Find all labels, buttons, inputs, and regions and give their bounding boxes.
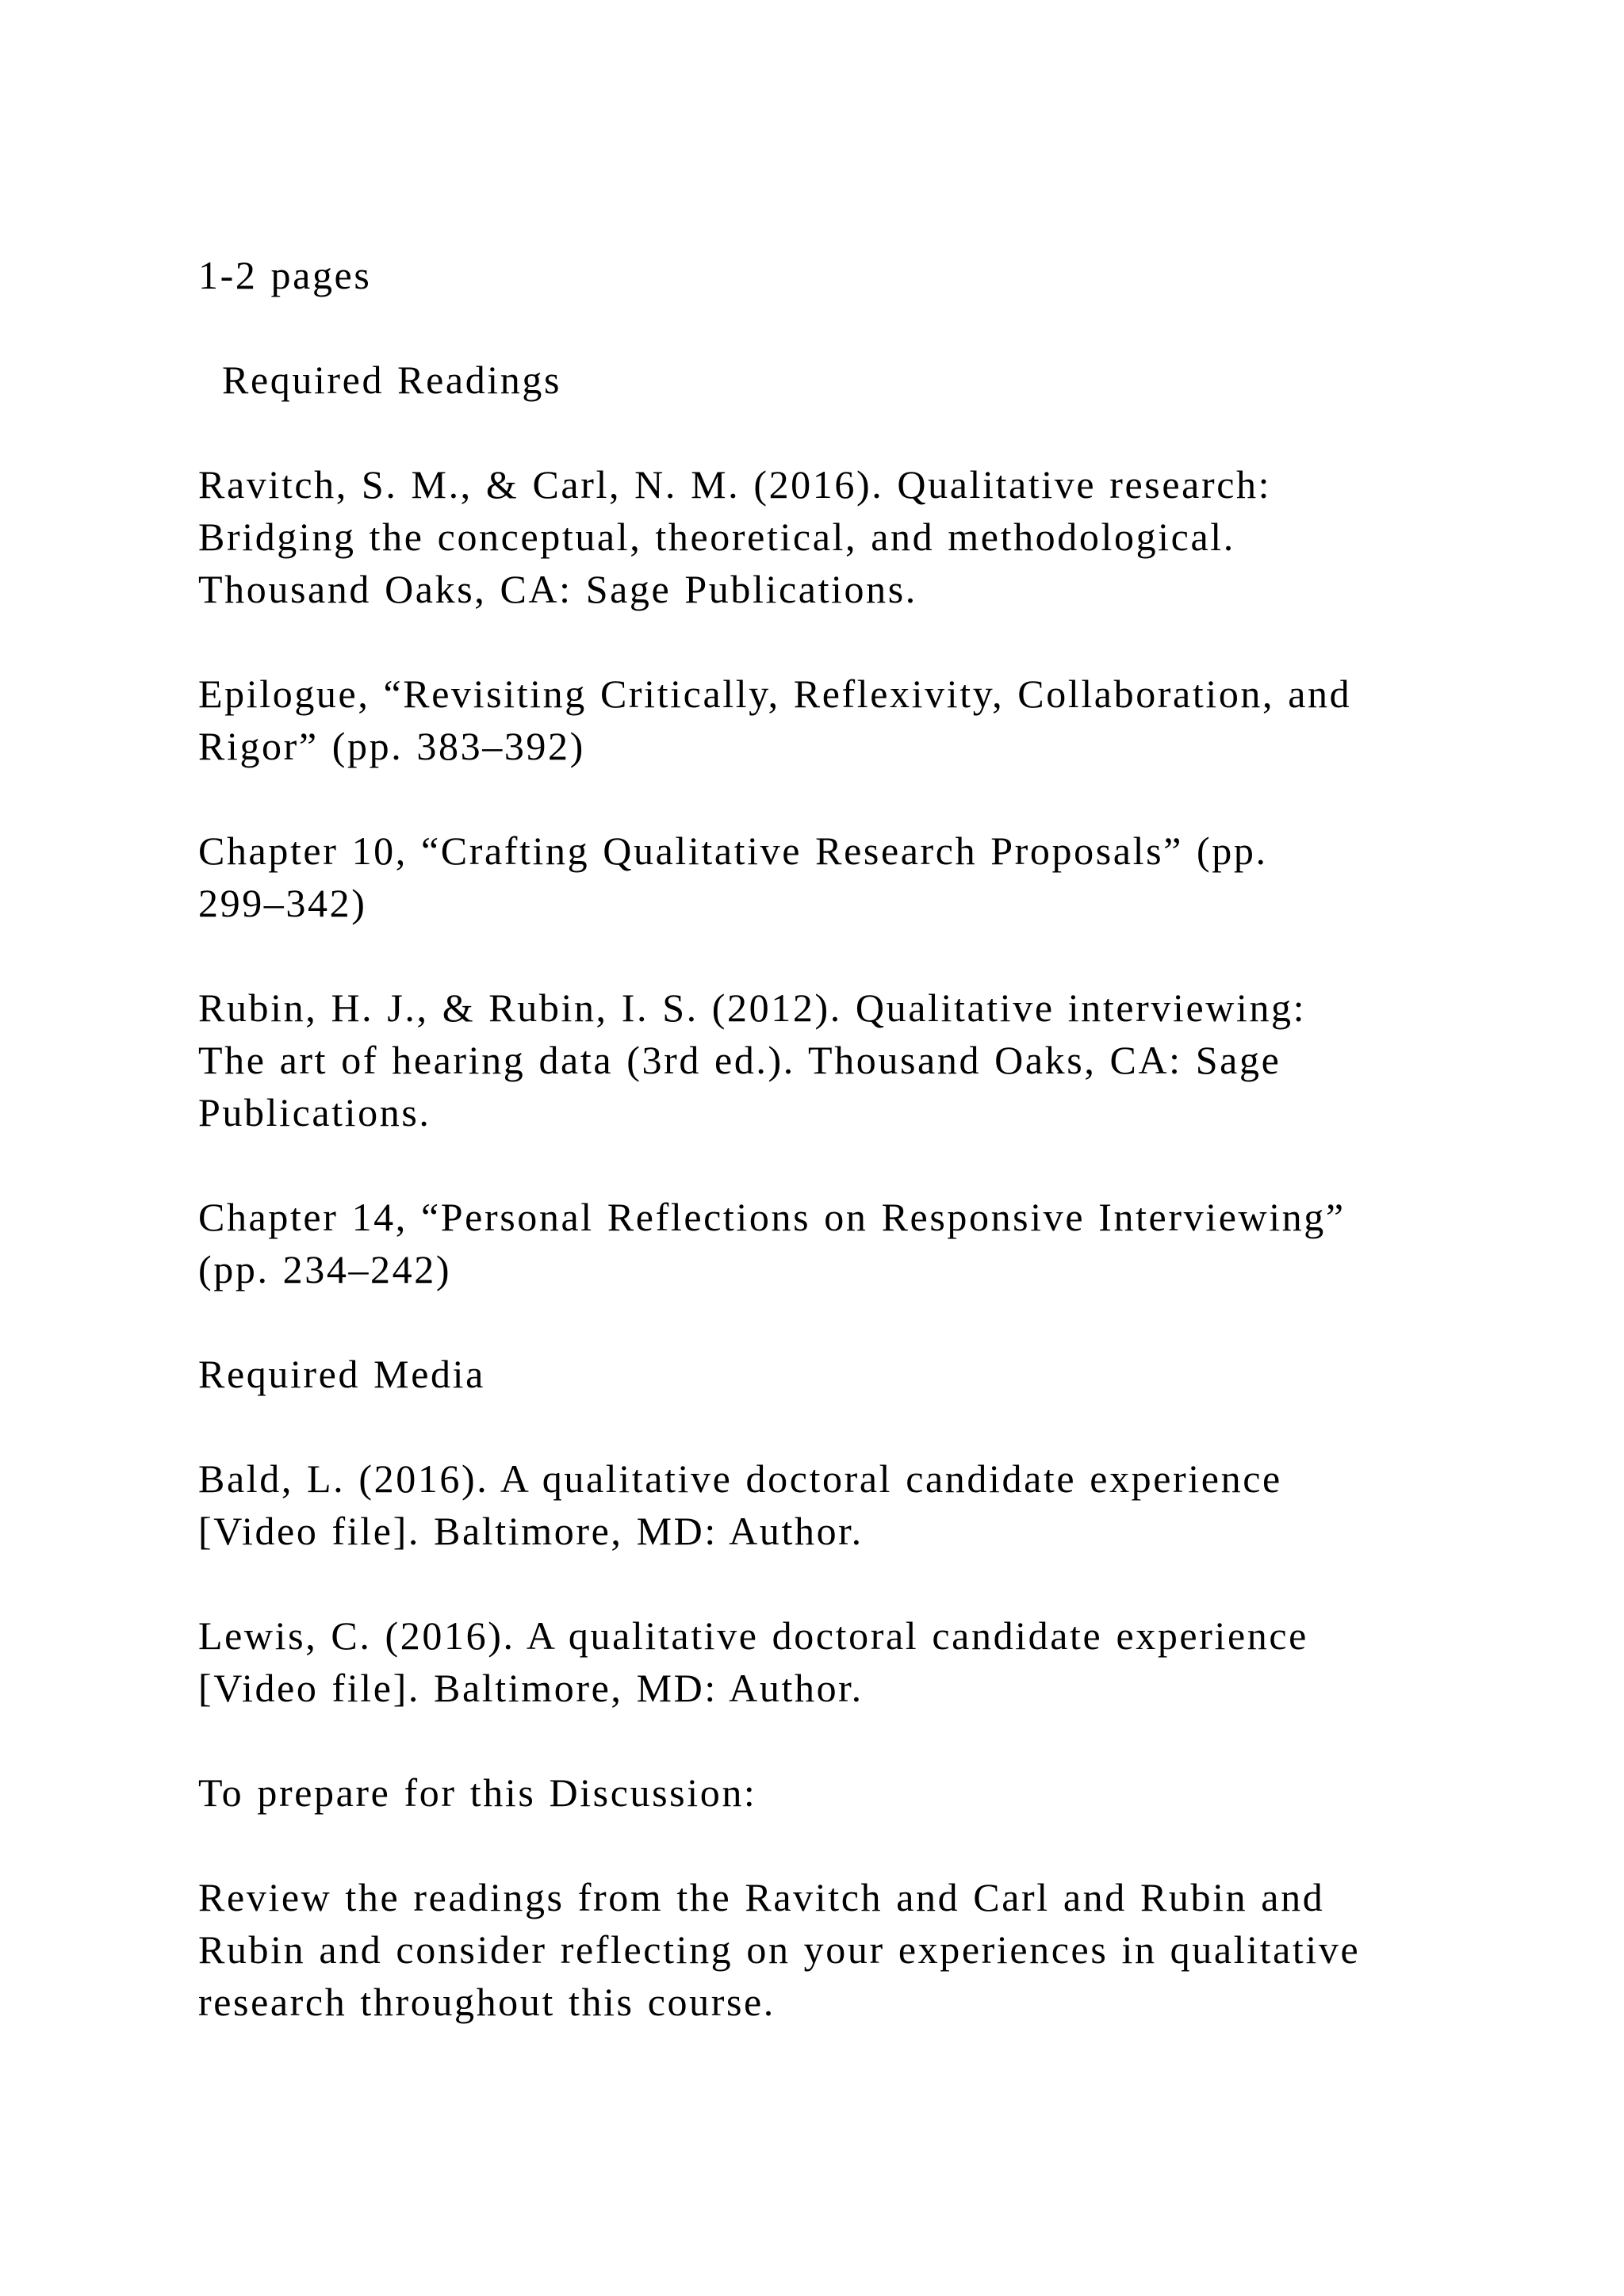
- reading-ravitch-line-3: Thousand Oaks, CA: Sage Publications.: [198, 567, 917, 611]
- prepare-text: [198, 1871, 1507, 2028]
- page-length-text: 1-2 pages: [198, 253, 372, 297]
- prepare-heading-text: To prepare for this Discussion:: [198, 1770, 757, 1815]
- media-bald-line-1: Bald, L. (2016). A qualitative doctoral candidate experience: [198, 1456, 1282, 1501]
- media-lewis-line-1: Lewis, C. (2016). A qualitative doctoral candidate experience: [198, 1613, 1308, 1658]
- media-lewis-line-2: [Video file]. Baltimore, MD: Author.: [198, 1666, 864, 1710]
- required-readings-heading: [222, 354, 1530, 406]
- prepare-heading: [198, 1766, 1507, 1819]
- reading-epilogue-line-1: Epilogue, “Revisiting Critically, Reflexivity, Collaboration, and: [198, 672, 1352, 716]
- reading-rubin-line-2: The art of hearing data (3rd ed.). Thousand Oaks, CA: Sage: [198, 1038, 1281, 1082]
- reading-chapter-14-line-2: (pp. 234–242): [198, 1247, 452, 1292]
- reading-rubin-line-3: Publications.: [198, 1090, 431, 1135]
- reading-chapter-14-line-1: Chapter 14, “Personal Reflections on Responsive Interviewing”: [198, 1195, 1346, 1239]
- reading-chapter-14: [198, 1191, 1507, 1295]
- reading-ravitch-line-1: Ravitch, S. M., & Carl, N. M. (2016). Qualitative research:: [198, 462, 1272, 507]
- required-media-heading-text: Required Media: [198, 1352, 485, 1396]
- reading-chapter-10-line-2: 299–342): [198, 881, 367, 925]
- reading-epilogue: [198, 668, 1507, 772]
- reading-chapter-10: [198, 825, 1507, 929]
- reading-chapter-10-line-1: Chapter 10, “Crafting Qualitative Research Proposals” (pp.: [198, 828, 1268, 873]
- prepare-text-line-3: research throughout this course.: [198, 1980, 776, 2024]
- reading-ravitch-line-2: Bridging the conceptual, theoretical, and methodological.: [198, 515, 1235, 559]
- required-media-heading: [198, 1348, 1507, 1400]
- prepare-text-line-2: Rubin and consider reflecting on your experiences in qualitative: [198, 1927, 1361, 1972]
- media-lewis: [198, 1609, 1507, 1714]
- reading-rubin-line-1: Rubin, H. J., & Rubin, I. S. (2012). Qualitative interviewing:: [198, 985, 1307, 1030]
- required-readings-heading-text: Required Readings: [222, 358, 562, 402]
- reading-ravitch: [198, 458, 1507, 615]
- media-bald-line-2: [Video file]. Baltimore, MD: Author.: [198, 1509, 864, 1553]
- reading-rubin: [198, 982, 1507, 1138]
- page-length: [198, 249, 1507, 301]
- prepare-text-line-1: Review the readings from the Ravitch and Carl and Rubin and: [198, 1875, 1325, 1919]
- media-bald: [198, 1452, 1507, 1557]
- reading-epilogue-line-2: Rigor” (pp. 383–392): [198, 724, 585, 768]
